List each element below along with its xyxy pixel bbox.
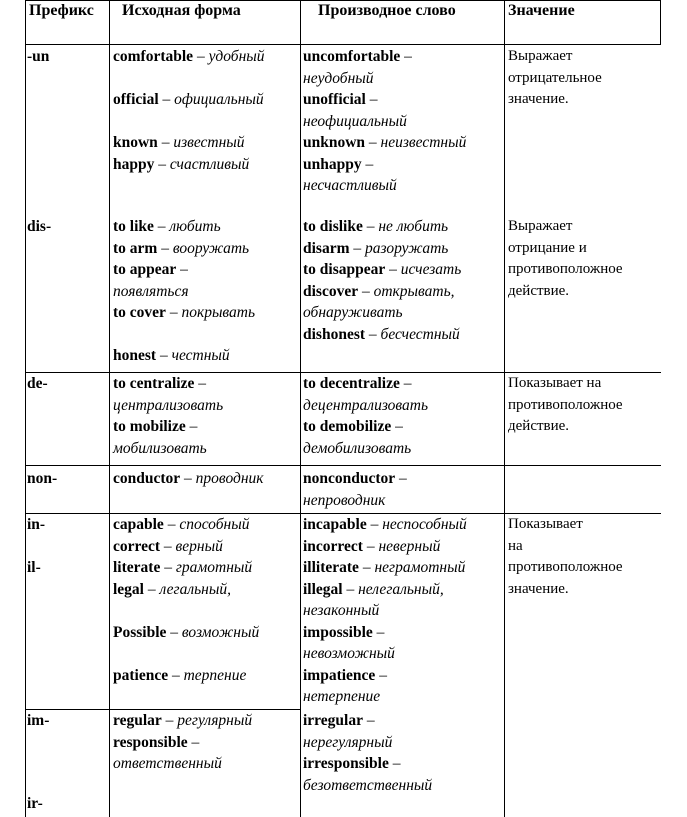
- word-entry: official – официальный: [113, 91, 264, 108]
- word-entry: incorrect – неверный: [303, 537, 441, 555]
- word-entry: Possible – возможный: [113, 623, 260, 641]
- word-entry: comfortable – удобный: [113, 48, 265, 65]
- prefix-label: il-: [27, 559, 41, 576]
- meaning-cell: Показывает на противоположное значение.: [508, 516, 623, 597]
- word-entry: dishonest – бесчестный: [303, 325, 460, 343]
- row-divider: [25, 44, 661, 45]
- base-form-cell: [113, 46, 301, 175]
- prefix-label: dis-: [27, 218, 52, 235]
- prefix-cell: [27, 468, 107, 490]
- prefix-label: -un: [27, 48, 50, 65]
- meaning-cell: Показывает на противоположное действие.: [508, 375, 623, 434]
- word-entry: regular – регулярный: [113, 712, 253, 729]
- word-entry: known – известный: [113, 134, 245, 151]
- word-entry: correct – верный: [113, 537, 223, 555]
- header-base-form: Исходная форма: [122, 2, 241, 19]
- word-entry: legal – легальный,: [113, 580, 231, 598]
- word-entry: to mobilize – мобилизовать: [113, 418, 207, 457]
- derived-word-cell: [303, 46, 503, 197]
- header-prefix: Префикс: [29, 2, 94, 19]
- word-entry: irresponsible – безответственный: [303, 755, 433, 794]
- base-form-cell: [113, 373, 301, 459]
- derived-word-cell: [303, 216, 503, 345]
- word-entry: incapable – неспособный: [303, 516, 467, 533]
- word-entry: to dislike – не любить: [303, 218, 449, 235]
- word-entry: to appear – появляться: [113, 261, 189, 300]
- word-entry: literate – грамотный: [113, 559, 253, 576]
- word-entry: to decentralize – децентрализовать: [303, 375, 429, 414]
- word-entry: uncomfortable – неудобный: [303, 48, 412, 87]
- word-entry: nonconductor – непроводник: [303, 470, 407, 509]
- column-divider: [25, 0, 26, 817]
- column-divider: [504, 0, 505, 817]
- word-entry: capable – способный: [113, 516, 250, 533]
- base-form-cell: [113, 514, 301, 686]
- word-entry: to like – любить: [113, 218, 221, 235]
- word-entry: to demobilize – демобилизовать: [303, 418, 412, 457]
- word-entry: unofficial – неофициальный: [303, 91, 407, 130]
- word-entry: happy – счастливый: [113, 155, 250, 173]
- word-entry: impatience – нетерпение: [303, 666, 387, 705]
- word-entry: unknown – неизвестный: [303, 134, 467, 151]
- word-entry: to disappear – исчезать: [303, 261, 462, 278]
- prefix-label: de-: [27, 375, 48, 392]
- word-entry: discover – открывать, обнаруживать: [303, 282, 455, 321]
- derived-word-cell: [303, 514, 503, 708]
- header-derived-word: Производное слово: [318, 2, 456, 19]
- derived-word-cell: [303, 373, 503, 459]
- base-form-cell: [113, 710, 301, 775]
- word-entry: illiterate – неграмотный: [303, 559, 466, 576]
- word-entry: responsible – ответственный: [113, 733, 222, 772]
- column-divider: [109, 0, 110, 817]
- meaning-cell: Выражает отрицание и противоположное действие.: [508, 218, 623, 299]
- derived-word-cell: [303, 468, 503, 511]
- meaning-cell: Выражает отрицательное значение.: [508, 48, 602, 107]
- word-entry: to arm – вооружать: [113, 239, 250, 257]
- word-entry: to cover – покрывать: [113, 304, 256, 321]
- base-form-cell: [113, 216, 301, 367]
- word-entry: honest – честный: [113, 347, 230, 364]
- word-entry: to centralize – централизовать: [113, 375, 224, 414]
- prefix-label: non-: [27, 470, 58, 487]
- prefix-cell: [27, 373, 107, 395]
- base-form-cell: [113, 468, 301, 490]
- prefix-label: in-: [27, 516, 46, 533]
- word-entry: illegal – нелегальный, незаконный: [303, 580, 444, 619]
- word-entry: conductor – проводник: [113, 470, 264, 487]
- prefix-cell: [27, 46, 107, 68]
- word-entry: disarm – разоружать: [303, 239, 449, 257]
- row-divider: [25, 465, 661, 466]
- prefix-label: im-: [27, 712, 50, 729]
- row-divider: [25, 0, 661, 1]
- word-entry: impossible – невозможный: [303, 623, 395, 662]
- prefix-cell: [27, 216, 107, 238]
- derived-word-cell: [303, 710, 503, 796]
- word-entry: unhappy – несчастливый: [303, 155, 397, 194]
- word-entry: patience – терпение: [113, 666, 247, 684]
- word-entry: irregular – нерегулярный: [303, 712, 393, 751]
- header-meaning: Значение: [508, 2, 575, 19]
- column-divider: [660, 0, 661, 45]
- prefix-label: ir-: [27, 795, 43, 812]
